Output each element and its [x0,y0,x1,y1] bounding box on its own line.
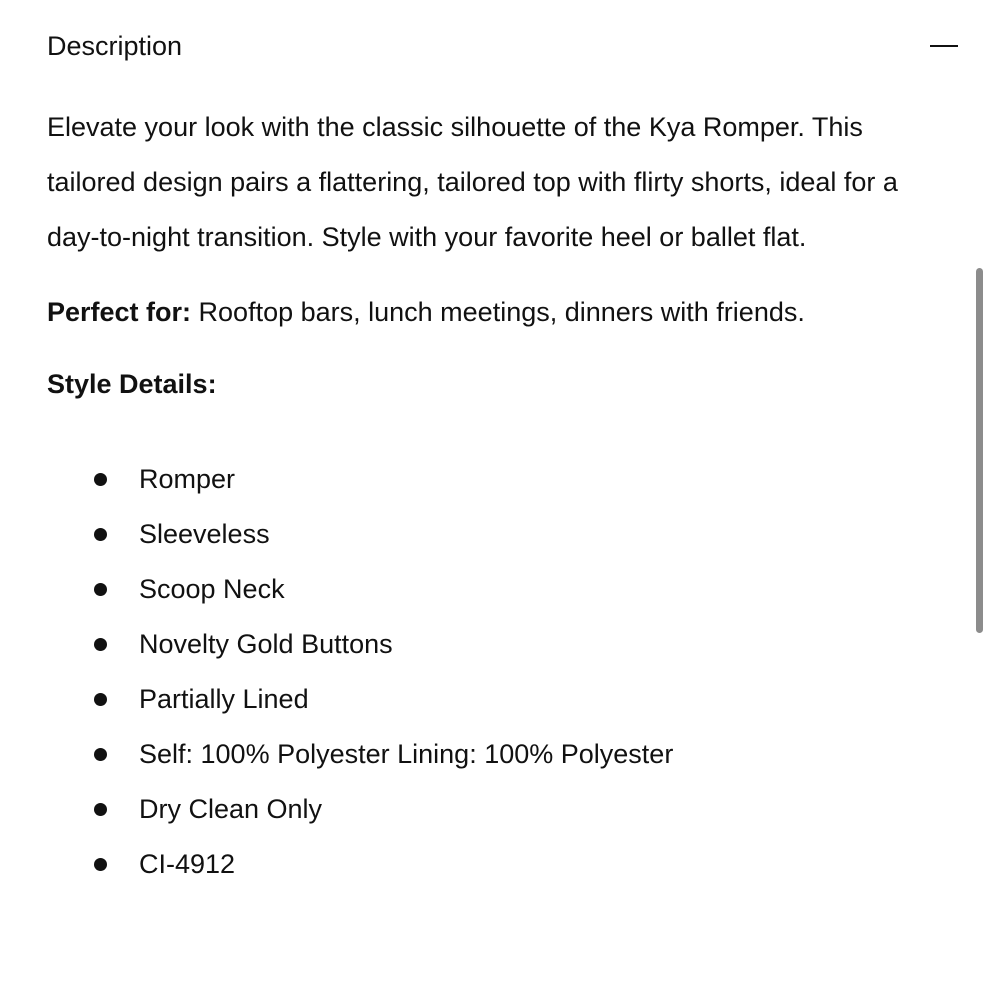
scrollbar[interactable] [976,268,983,633]
bullet-icon [94,858,107,871]
list-item [47,617,952,672]
bullet-icon [94,748,107,761]
style-details-list [47,452,952,892]
accordion-content [47,100,952,892]
accordion-header[interactable] [47,28,959,64]
perfect-for-line [47,285,952,340]
list-item-text: CI-4912 [139,849,236,879]
perfect-for-label: Perfect for: [47,297,192,327]
accordion-title: Description [47,30,183,61]
bullet-icon [94,693,107,706]
list-item-text: Dry Clean Only [139,794,323,824]
perfect-for-text: Rooftop bars, lunch meetings, dinners with friends. [191,297,805,327]
minus-icon[interactable] [930,36,958,56]
bullet-icon [94,803,107,816]
style-details-heading: Style Details: [47,369,217,399]
list-item-text: Sleeveless [139,519,270,549]
bullet-icon [94,473,107,486]
bullet-icon [94,583,107,596]
list-item [47,837,952,892]
list-item-text: Partially Lined [139,684,309,714]
list-item [47,452,952,507]
list-item-text: Scoop Neck [139,574,285,604]
list-item-text: Romper [139,464,236,494]
list-item [47,782,952,837]
bullet-icon [94,528,107,541]
list-item-text: Self: 100% Polyester Lining: 100% Polyester [139,739,674,769]
list-item-text: Novelty Gold Buttons [139,629,393,659]
list-item [47,562,952,617]
list-item [47,507,952,562]
list-item [47,672,952,727]
list-item [47,727,952,782]
product-description: Elevate your look with the classic silhouette of the Kya Romper. This tailored design pairs a flattering, tailored top with flirty shorts, ideal for a day-to-night transition. Style with your favorite heel or ballet flat. [47,112,898,252]
bullet-icon [94,638,107,651]
